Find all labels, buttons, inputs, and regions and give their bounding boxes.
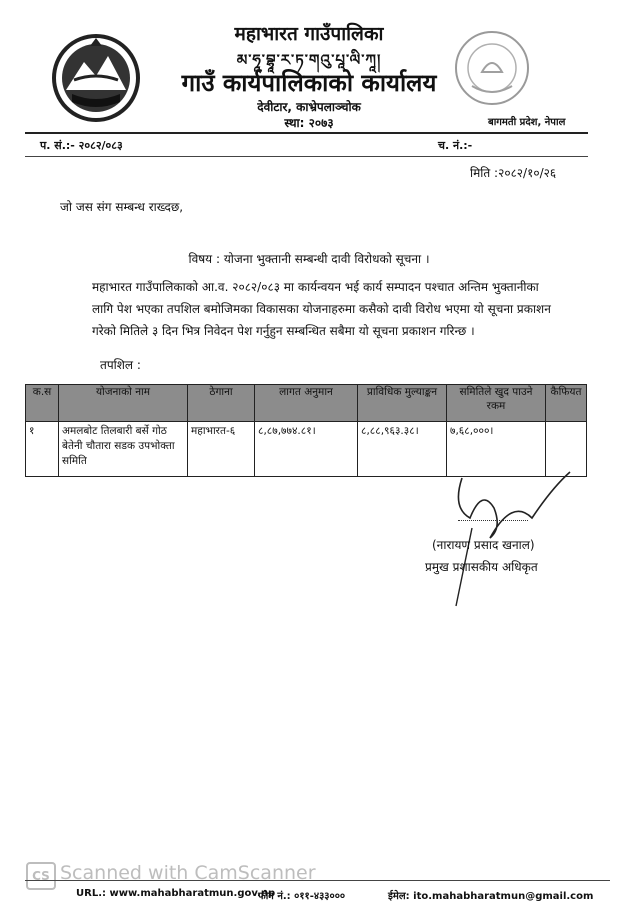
project-table [25,384,587,477]
col-header-remarks: कैफियत [546,385,587,422]
cell-technical-evaluation: ८,८८,९६३.३८। [358,422,447,477]
letter-number: प. सं.:- २०८२/०८३ [40,139,123,152]
reference-divider [25,156,588,157]
signatory-title: प्रमुख प्रशासकीय अधिकृत [425,560,538,574]
camscanner-logo: CS [26,862,56,890]
province-label: बागमती प्रदेश, नेपाल [488,117,566,128]
col-header-serial: क.स [26,385,59,422]
cell-serial: १ [26,422,59,477]
col-header-technical-evaluation: प्राविधिक मुल्याङ्कन [358,385,447,422]
cell-address: महाभारत-६ [188,422,255,477]
dispatch-number: च. नं.:- [438,139,473,152]
subject-line: विषय : योजना भुक्तानी सम्बन्धी दावी विरोधको सूचना । [188,252,430,266]
cell-project-name: अमलबोट तिलबारी बर्से गोठ बेतेनी चौतारा सडक उपभोक्ता समिति [59,422,188,477]
municipality-name-tibetan: མ་ཧཱ་བྷཱ་ར་ཏ་གའུ་པཱ་ལི་ཀཱ། [236,51,382,69]
footer-phone: फोन नं.: ०११-४३३००० [258,891,346,902]
details-label: तपशिल : [100,358,141,372]
footer-email: ईमेल: ito.mahabharatmun@gmail.com [388,891,594,902]
office-title: गाउँ कार्यपालिकाको कार्यालय [181,69,437,97]
table-header-row [26,385,587,422]
signature-line [458,520,528,521]
col-header-project-name: योजनाको नाम [59,385,188,422]
signatory-name: (नारायण प्रसाद खनाल) [432,538,535,552]
col-header-net-amount: समितिले खुद पाउने रकम [447,385,546,422]
footer-divider [25,880,610,881]
municipality-name: महाभारत गाउँपालिका [234,23,384,45]
salutation: जो जस संग सम्बन्ध राख्दछ, [60,200,184,214]
cell-net-amount: ७,६८,०००। [447,422,546,477]
scanner-watermark: Scanned with CamScanner [60,862,316,884]
col-header-address: ठेगाना [188,385,255,422]
notice-body: महाभारत गाउँपालिकाको आ.व. २०८२/०८३ मा कार्यन्वयन भई कार्य सम्पादन पश्चात अन्तिम भुक्तानीका लागि पेश भएका तपशिल बमोजिमका विकासका योजनाहरुमा कसैको दावी विरोध भएमा यो सूचना प्रकाशन गरेको मितिले ३ दिन भित्र निवेदन पेश गर्नुहुन सम्बन्धित सबैमा यो सूचना प्रकाशन गरिन्छ । [92,280,551,338]
footer-url: URL.: www.mahabharatmun.gov.np [76,888,276,899]
header-divider [25,132,588,134]
established-year: स्था: २०७३ [284,116,334,130]
office-address: देवीटार, काभ्रेपलाञ्चोक [257,100,361,114]
cell-cost-estimate: ८,८७,७७४.८१। [255,422,358,477]
letter-date: मिति :२०८२/१०/२६ [470,166,557,180]
col-header-cost-estimate: लागत अनुमान [255,385,358,422]
